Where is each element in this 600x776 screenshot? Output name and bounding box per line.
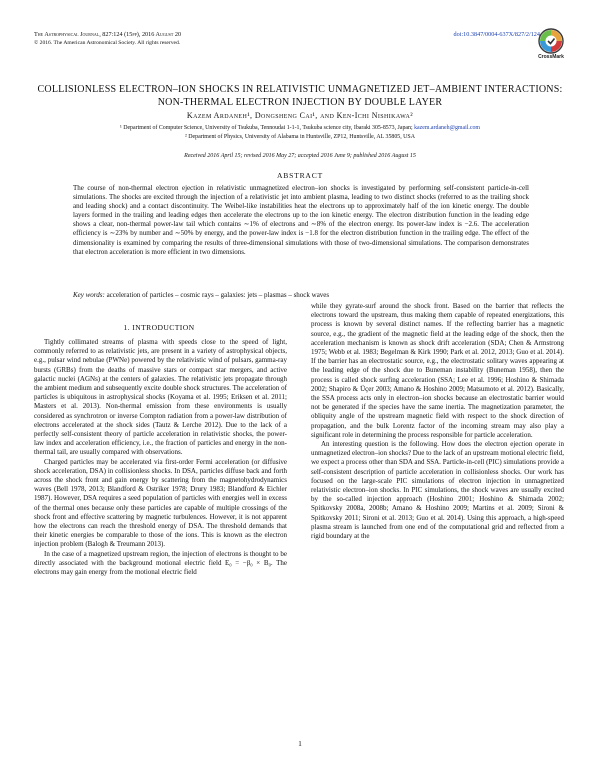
page-number: 1 xyxy=(298,739,302,748)
affiliation-2: ² Department of Physics, University of Alabama in Huntsville, ZP12, Huntsville, AL 35805, USA xyxy=(185,134,415,140)
intro-paragraph-3: In the case of a magnetized upstream region, the injection of electrons is thought to be directly associated with the background motional electric field E₀ = −β₀ × B₀. The electrons may gain energy from the motional electric field xyxy=(34,549,287,577)
crossmark-badge[interactable] xyxy=(533,28,569,72)
right-column xyxy=(311,302,564,541)
section-heading-introduction: 1. INTRODUCTION xyxy=(123,323,195,332)
copyright-line: © 2016. The American Astronomical Society. All rights reserved. xyxy=(34,40,181,46)
intro-paragraph-1: Tightly collimated streams of plasma with speeds close to the speed of light, commonly referred to as relativistic jets, are present in a variety of astrophysical objects, e.g., pulsar wind nebulae (PWNe) powered by the relativistic wind of pulsars, gamma-ray bursts (GRBs) from the deaths of massive stars or compact star mergers, and active galactic nuclei (AGNs) at the centers of galaxies. The relativistic jets propagate through the ambient medium and subsequently excite double shock structures. The acceleration of particles is ubiquitous in astrophysical shocks (Koyama et al. 1995; Eriksen et al. 2011; Masters et al. 2013). Non-thermal emission from these environments is usually considered as synchrotron or inverse Compton radiation from a power-law distribution of electrons accelerated at the shock sides (Tautz & Lerche 2012). Due to the lack of a perfectly self-consistent theory of particle acceleration in relativistic shocks, the power-law index and acceleration efficiency, i.e., the fraction of particles and energy in the non-thermal tail, are usually compared with observations. xyxy=(34,338,287,457)
doi-link[interactable]: doi:10.3847/0004-637X/827/2/124 xyxy=(453,31,540,38)
publication-dates: Received 2016 April 15; revised 2016 May 27; accepted 2016 June 9; published 2016 August 15 xyxy=(184,153,416,159)
author-list: Kazem Ardaneh¹, Dongsheng Cai¹, and Ken-Ichi Nishikawa² xyxy=(186,111,414,120)
intro-paragraph-2: Charged particles may be accelerated via first-order Fermi acceleration (or diffusive shock acceleration, DSA) in collisionless shocks. In DSA, particles diffuse back and forth across the shock front and gain energy by scattering from the magnetohydrodynamics waves (Bell 1978, 2013; Blandford & Ostriker 1978; Drury 1983; Blandford & Eichler 1987). However, DSA requires a seed population of particles with energies well in excess of the thermal ones because only these particles are capable of multiple crossings of the shock front and effective scattering by magnetic turbulences. However, it is not apparent how the electrons can reach the threshold energy of DSA. The threshold demands that their kinetic energies be comparable to those of the ions. This is known as the electron injection problem (Balogh & Treumann 2013). xyxy=(34,457,287,549)
crossmark-icon xyxy=(538,28,564,54)
journal-line: The Astrophysical Journal, 827:124 (15pp), 2016 August 20 xyxy=(34,31,182,38)
intro-paragraph-5: An interesting question is the following. How does the electron ejection operate in unmagnetized electron–ion shocks? Due to the lack of an upstream motional electric field, we expect a process other than SDA and SSA. Particle-in-cell (PIC) simulations provide a self-consistent description of particle acceleration in collisionless shocks. Our work has focused on the large-scale PIC simulations of electron injection in unmagnetized relativistic electron–ion shocks. In PIC simulations, the shock waves are usually excited by the so-called injection approach (Hoshino 2001; Hoshino & Shimada 2002; Spitkovsky 2008a, 2008b; Amano & Hoshino 2009; Martins et al. 2009; Sironi & Spitkovsky 2011; Sironi et al. 2013; Guo et al. 2014). Using this approach, a high-speed plasma stream is launched from one end of the computational grid and reflected from a rigid boundary at the xyxy=(311,440,564,541)
affiliation-1-text: ¹ Department of Computer Science, University of Tsukuba, Tennoudai 1-1-1, Tsukuba science city, Ibaraki 305-8573, Japan; xyxy=(119,125,413,131)
paper-title: COLLISIONLESS ELECTRON–ION SHOCKS IN RELATIVISTIC UNMAGNETIZED JET–AMBIENT INTERACTIONS: NON-THERMAL ELECTRON INJECTION BY DOUBLE LAYER xyxy=(37,84,563,108)
left-column xyxy=(34,338,287,577)
author-email-link[interactable]: kazem.ardaneh@gmail.com xyxy=(414,125,481,131)
running-header xyxy=(34,31,354,47)
keywords xyxy=(73,291,529,300)
keywords-text: acceleration of particles – cosmic rays – galaxies: jets – plasmas – shock waves xyxy=(106,291,330,299)
crossmark-label: CrossMark xyxy=(538,54,564,60)
abstract-body: The course of non-thermal electron ejection in relativistic unmagnetized electron–ion shocks is investigated by performing self-consistent particle-in-cell simulations. The shocks are excited through the injection of a relativistic jet into ambient plasma, leading to two distinct shocks (referred to as the trailing shock and leading shock) and a contact discontinuity. The Weibel-like instabilities heat the electrons up to approximately half of the ion kinetic energy. The double layers formed in the trailing and leading edges then accelerate the electrons up to the ion kinetic energy. The electron distribution function in the leading edge shows a clear, non-thermal power-law tail which contains ∼1% of electrons and ∼8% of the electron energy. Its power-law index is −2.6. The acceleration efficiency is ∼23% by number and ∼50% by energy, and the power-law index is −1.8 for the electron distribution function in the trailing edge. The effect of the dimensionality is examined by comparing the results of three-dimensional simulations with those of two-dimensional simulations. The comparison demonstrates that electron acceleration is more efficient in two dimensions. xyxy=(73,184,529,256)
keywords-label: Key words: xyxy=(73,291,105,299)
abstract-heading: ABSTRACT xyxy=(276,171,324,180)
intro-paragraph-4: while they gyrate-surf around the shock front. Based on the barrier that reflects the electrons toward the upstream, thus making them capable of repeated energizations, this process is known by several distinct names. If the reflecting barrier has a magnetic source, e.g., the gradient of the magnetic field at the leading edge of the shock, then the acceleration mechanism is known as shock drift acceleration (SDA; Chen & Armstrong 1975; Webb et al. 1983; Begelman & Kirk 1990; Park et al. 2012, 2013; Guo et al. 2014). If the barrier has an electrostatic source, e.g., the electrostatic solitary waves appearing at the leading edge of the shock due to Buneman instability (Buneman 1958), then the process is called shock surfing acceleration (SSA; Lee et al. 1996; Hoshino & Shimada 2002; Shapiro & Üçer 2003; Amano & Hoshino 2009; Matsumoto et al. 2012). Basically, the SSA process acts only in electron–ion shocks because an electrostatic barrier would not be generated if the species have the same inertia. The magnetization parameter, the obliquity angle of the upstream magnetic field with respect to the shock direction of propagation, and the bulk Lorentz factor of the incoming stream may also play a significant role in determining the process responsible for particle acceleration. xyxy=(311,302,564,439)
affiliation-1 xyxy=(34,124,566,132)
